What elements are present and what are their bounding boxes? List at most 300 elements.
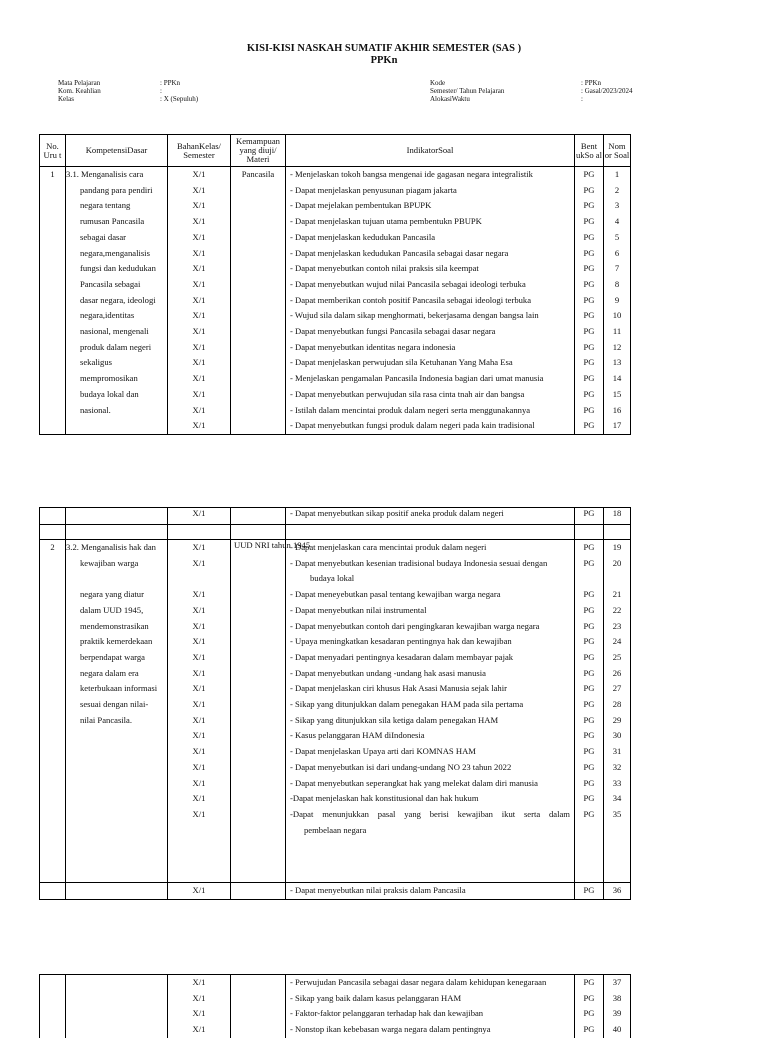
materi-cell xyxy=(231,308,286,324)
indikator-cell: - Dapat menyebutkan nilai praksis dalam Pancasila xyxy=(286,883,575,900)
bentuk-soal-cell: PG xyxy=(575,277,604,293)
bentuk-soal-cell: PG xyxy=(575,883,604,900)
indikator-cell: - Dapat memberikan contoh positif Pancasila sebagai ideologi terbuka xyxy=(286,293,575,309)
kompetensi-dasar-cell: pandang para pendiri xyxy=(66,183,168,199)
header-bahan-kelas: BahanKelas/ Semester xyxy=(168,135,231,167)
no-cell xyxy=(40,308,66,324)
bentuk-soal-cell: PG xyxy=(575,214,604,230)
gap-cell xyxy=(286,525,575,540)
bentuk-soal-cell: PG xyxy=(575,807,604,838)
table-row xyxy=(40,198,631,214)
indikator-cell: - Dapat meneyebutkan pasal tentang kewajiban warga negara xyxy=(286,587,575,603)
no-cell xyxy=(40,246,66,262)
spacer-cell xyxy=(575,838,604,883)
meta-value: : xyxy=(581,95,583,103)
no-cell xyxy=(40,403,66,419)
bentuk-soal-cell: PG xyxy=(575,324,604,340)
spacer-cell xyxy=(286,838,575,883)
bentuk-soal-cell: PG xyxy=(575,540,604,556)
kompetensi-dasar-cell xyxy=(66,418,168,434)
materi-cell xyxy=(231,230,286,246)
bahan-kelas-cell: X/1 xyxy=(168,230,231,246)
bentuk-soal-cell: PG xyxy=(575,418,604,434)
header-nomor-soal: Nom or Soal xyxy=(604,135,631,167)
bahan-kelas-cell: X/1 xyxy=(168,293,231,309)
materi-cell xyxy=(231,556,286,587)
materi-cell xyxy=(231,807,286,838)
gap-cell xyxy=(168,525,231,540)
materi-cell xyxy=(231,355,286,371)
row-gap xyxy=(40,525,631,540)
bahan-kelas-cell: X/1 xyxy=(168,214,231,230)
indikator-line-cont: budaya lokal xyxy=(310,573,355,584)
no-cell xyxy=(40,293,66,309)
no-cell xyxy=(40,807,66,838)
bahan-kelas-cell: X/1 xyxy=(168,508,231,525)
bentuk-soal-cell: PG xyxy=(575,167,604,183)
bahan-kelas-cell: X/1 xyxy=(168,308,231,324)
table-row xyxy=(40,666,631,682)
materi-cell: UUD NRI tahun 1945 xyxy=(231,540,286,556)
nomor-soal-cell: 17 xyxy=(604,418,631,434)
no-cell xyxy=(40,650,66,666)
kompetensi-dasar-cell xyxy=(66,991,168,1007)
bentuk-soal-cell: PG xyxy=(575,387,604,403)
bahan-kelas-cell: X/1 xyxy=(168,807,231,838)
kompetensi-dasar-cell: fungsi dan kedudukan xyxy=(66,261,168,277)
nomor-soal-cell: 7 xyxy=(604,261,631,277)
meta-value: : PPKn xyxy=(581,79,602,87)
table-row xyxy=(40,355,631,371)
kompetensi-dasar-cell: Pancasila sebagai xyxy=(66,277,168,293)
nomor-soal-cell: 13 xyxy=(604,355,631,371)
materi-cell xyxy=(231,603,286,619)
table-row xyxy=(40,791,631,807)
bentuk-soal-cell: PG xyxy=(575,261,604,277)
nomor-soal-cell: 35 xyxy=(604,807,631,838)
no-cell xyxy=(40,619,66,635)
kisi-table-section-1 xyxy=(39,134,631,435)
table-row xyxy=(40,246,631,262)
no-cell xyxy=(40,1006,66,1022)
indikator-cell: - Kasus pelanggaran HAM diIndonesia xyxy=(286,728,575,744)
nomor-soal-cell: 40 xyxy=(604,1022,631,1038)
nomor-soal-cell: 39 xyxy=(604,1006,631,1022)
nomor-soal-cell: 37 xyxy=(604,975,631,991)
meta-right-values xyxy=(581,79,633,103)
kompetensi-dasar-cell: kewajiban warga xyxy=(66,556,168,587)
no-cell xyxy=(40,603,66,619)
bentuk-soal-cell: PG xyxy=(575,371,604,387)
header-kemampuan: Kemampuan yang diuji/ Materi xyxy=(231,135,286,167)
table-row xyxy=(40,728,631,744)
materi-cell xyxy=(231,619,286,635)
gap-cell xyxy=(66,525,168,540)
nomor-soal-cell: 27 xyxy=(604,681,631,697)
materi-cell xyxy=(231,634,286,650)
kompetensi-dasar-cell: keterbukaan informasi xyxy=(66,681,168,697)
materi-cell xyxy=(231,650,286,666)
document-subtitle: PPKn xyxy=(370,55,398,66)
kompetensi-dasar-cell: nasional, mengenali xyxy=(66,324,168,340)
bentuk-soal-cell: PG xyxy=(575,587,604,603)
bahan-kelas-cell: X/1 xyxy=(168,681,231,697)
materi-cell xyxy=(231,728,286,744)
bentuk-soal-cell: PG xyxy=(575,666,604,682)
no-cell xyxy=(40,418,66,434)
indikator-cell: - Dapat menyebutkan contoh nilai praksis sila keempat xyxy=(286,261,575,277)
nomor-soal-cell: 34 xyxy=(604,791,631,807)
materi-cell xyxy=(231,371,286,387)
table-row xyxy=(40,760,631,776)
bentuk-soal-cell: PG xyxy=(575,975,604,991)
no-cell xyxy=(40,728,66,744)
kompetensi-dasar-cell: dalam UUD 1945, xyxy=(66,603,168,619)
indikator-cell: - Dapat mejelakan pembentukan BPUPK xyxy=(286,198,575,214)
kompetensi-dasar-cell: budaya lokal dan xyxy=(66,387,168,403)
nomor-soal-cell: 26 xyxy=(604,666,631,682)
header-kompetensi-dasar: KompetensiDasar xyxy=(66,135,168,167)
nomor-soal-cell: 18 xyxy=(604,508,631,525)
bahan-kelas-cell: X/1 xyxy=(168,246,231,262)
indikator-cell: - Dapat menjelaskan Upaya arti dari KOMNAS HAM xyxy=(286,744,575,760)
table-row xyxy=(40,324,631,340)
indikator-cell: - Dapat menjelaskan ciri khusus Hak Asasi Manusia sejak lahir xyxy=(286,681,575,697)
materi-cell xyxy=(231,246,286,262)
materi-cell xyxy=(231,403,286,419)
materi-cell xyxy=(231,975,286,991)
indikator-cell xyxy=(286,556,575,587)
materi-cell xyxy=(231,883,286,900)
indikator-cell: - Dapat menjelaskan kedudukan Pancasila xyxy=(286,230,575,246)
indikator-cell: - Sikap yang baik dalam kasus pelanggaran HAM xyxy=(286,991,575,1007)
indikator-cell: - Menjelaskan pengamalan Pancasila Indonesia bagian dari umat manusia xyxy=(286,371,575,387)
bahan-kelas-cell: X/1 xyxy=(168,991,231,1007)
no-cell xyxy=(40,697,66,713)
indikator-cell xyxy=(286,807,575,838)
bahan-kelas-cell: X/1 xyxy=(168,371,231,387)
bentuk-soal-cell: PG xyxy=(575,728,604,744)
kompetensi-dasar-cell: negara dalam era xyxy=(66,666,168,682)
indikator-cell: - Dapat menjelaskan kedudukan Pancasila sebagai dasar negara xyxy=(286,246,575,262)
bentuk-soal-cell: PG xyxy=(575,634,604,650)
kisi-table-section-3 xyxy=(39,974,631,1038)
no-cell: 1 xyxy=(40,167,66,183)
kompetensi-dasar-cell xyxy=(66,728,168,744)
row-spacer xyxy=(40,838,631,883)
kompetensi-dasar-cell: sesuai dengan nilai- xyxy=(66,697,168,713)
bentuk-soal-cell: PG xyxy=(575,744,604,760)
no-cell xyxy=(40,744,66,760)
materi-cell xyxy=(231,198,286,214)
nomor-soal-cell: 1 xyxy=(604,167,631,183)
meta-value: : PPKn xyxy=(160,79,181,87)
bahan-kelas-cell: X/1 xyxy=(168,261,231,277)
kompetensi-dasar-cell: berpendapat warga xyxy=(66,650,168,666)
bentuk-soal-cell: PG xyxy=(575,246,604,262)
indikator-cell: - Wujud sila dalam sikap menghormati, bekerjasama dengan bangsa lain xyxy=(286,308,575,324)
kompetensi-dasar-cell xyxy=(66,744,168,760)
table-row xyxy=(40,214,631,230)
nomor-soal-cell: 10 xyxy=(604,308,631,324)
nomor-soal-cell: 21 xyxy=(604,587,631,603)
indikator-cell: - Dapat menyebutkan fungsi Pancasila sebagai dasar negara xyxy=(286,324,575,340)
bahan-kelas-cell: X/1 xyxy=(168,556,231,587)
table-row xyxy=(40,1022,631,1038)
table-row xyxy=(40,371,631,387)
materi-cell xyxy=(231,293,286,309)
kompetensi-dasar-cell xyxy=(66,508,168,525)
indikator-cell: - Dapat menjelaskan cara mencintai produk dalam negeri xyxy=(286,540,575,556)
table-row xyxy=(40,619,631,635)
table-row xyxy=(40,556,631,587)
no-cell xyxy=(40,975,66,991)
bahan-kelas-cell: X/1 xyxy=(168,387,231,403)
table-row xyxy=(40,697,631,713)
nomor-soal-cell: 38 xyxy=(604,991,631,1007)
kompetensi-dasar-cell: negara yang diatur xyxy=(66,587,168,603)
bahan-kelas-cell: X/1 xyxy=(168,975,231,991)
indikator-cell: - Dapat menyebutkan identitas negara indonesia xyxy=(286,340,575,356)
kompetensi-dasar-cell: produk dalam negeri xyxy=(66,340,168,356)
kompetensi-dasar-cell: 3.2. Menganalisis hak dan xyxy=(66,540,168,556)
spacer-cell xyxy=(168,838,231,883)
materi-cell xyxy=(231,713,286,729)
no-cell xyxy=(40,355,66,371)
nomor-soal-cell: 20 xyxy=(604,556,631,587)
bentuk-soal-cell: PG xyxy=(575,697,604,713)
no-cell xyxy=(40,324,66,340)
bentuk-soal-cell: PG xyxy=(575,619,604,635)
kompetensi-dasar-cell: sebagai dasar xyxy=(66,230,168,246)
bentuk-soal-cell: PG xyxy=(575,340,604,356)
indikator-cell: - Sikap yang ditunjukkan dalam penegakan HAM pada sila pertama xyxy=(286,697,575,713)
bahan-kelas-cell: X/1 xyxy=(168,167,231,183)
table-row xyxy=(40,776,631,792)
bahan-kelas-cell: X/1 xyxy=(168,1022,231,1038)
bahan-kelas-cell: X/1 xyxy=(168,540,231,556)
bentuk-soal-cell: PG xyxy=(575,681,604,697)
table-row xyxy=(40,975,631,991)
meta-label: Kode xyxy=(430,79,446,87)
materi-cell xyxy=(231,587,286,603)
nomor-soal-cell: 12 xyxy=(604,340,631,356)
no-cell xyxy=(40,883,66,900)
indikator-cell: - Dapat menyadari pentingnya kesadaran dalam membayar pajak xyxy=(286,650,575,666)
meta-value: : xyxy=(160,87,162,95)
table-row xyxy=(40,387,631,403)
nomor-soal-cell: 9 xyxy=(604,293,631,309)
bentuk-soal-cell: PG xyxy=(575,355,604,371)
nomor-soal-cell: 14 xyxy=(604,371,631,387)
indikator-cell: - Upaya meningkatkan kesadaran pentingnya hak dan kewajiban xyxy=(286,634,575,650)
header-bentuk-soal: Bent ukSo al xyxy=(575,135,604,167)
table-row xyxy=(40,807,631,838)
no-cell xyxy=(40,713,66,729)
indikator-cell: - Faktor-faktor pelanggaran terhadap hak dan kewajiban xyxy=(286,1006,575,1022)
indikator-cell: - Dapat menyebutkan isi dari undang-undang NO 23 tahun 2022 xyxy=(286,760,575,776)
nomor-soal-cell: 19 xyxy=(604,540,631,556)
kompetensi-dasar-cell xyxy=(66,883,168,900)
nomor-soal-cell: 31 xyxy=(604,744,631,760)
no-cell xyxy=(40,634,66,650)
nomor-soal-cell: 23 xyxy=(604,619,631,635)
meta-label: AlokasiWaktu xyxy=(430,95,470,103)
indikator-cell: - Dapat menyebutkan contoh dari pengingkaran kewajiban warga negara xyxy=(286,619,575,635)
table-row xyxy=(40,340,631,356)
materi-cell xyxy=(231,1006,286,1022)
table-row xyxy=(40,744,631,760)
indikator-cell: - Dapat menjelaskan penyusunan piagam jakarta xyxy=(286,183,575,199)
no-cell xyxy=(40,681,66,697)
indikator-cell: -Dapat menjelaskan hak konstitusional dan hak hukum xyxy=(286,791,575,807)
meta-label: Kom. Keahlian xyxy=(58,87,101,95)
bentuk-soal-cell: PG xyxy=(575,713,604,729)
meta-left-labels xyxy=(58,79,101,103)
kompetensi-dasar-cell: 3.1. Menganalisis cara xyxy=(66,167,168,183)
bahan-kelas-cell: X/1 xyxy=(168,418,231,434)
nomor-soal-cell: 33 xyxy=(604,776,631,792)
no-cell xyxy=(40,991,66,1007)
bentuk-soal-cell: PG xyxy=(575,650,604,666)
no-cell xyxy=(40,261,66,277)
table-row xyxy=(40,183,631,199)
kompetensi-dasar-cell xyxy=(66,776,168,792)
bentuk-soal-cell: PG xyxy=(575,293,604,309)
bahan-kelas-cell: X/1 xyxy=(168,603,231,619)
no-cell xyxy=(40,198,66,214)
indikator-cell: - Dapat menyebutkan perwujudan sila rasa cinta tnah air dan bangsa xyxy=(286,387,575,403)
materi-cell xyxy=(231,666,286,682)
materi-cell xyxy=(231,760,286,776)
bentuk-soal-cell: PG xyxy=(575,1022,604,1038)
indikator-cell: - Dapat menyebutkan undang -undang hak asasi manusia xyxy=(286,666,575,682)
spacer-cell xyxy=(40,838,66,883)
bentuk-soal-cell: PG xyxy=(575,198,604,214)
kompetensi-dasar-cell: nilai Pancasila. xyxy=(66,713,168,729)
nomor-soal-cell: 11 xyxy=(604,324,631,340)
no-cell xyxy=(40,556,66,587)
bahan-kelas-cell: X/1 xyxy=(168,587,231,603)
kompetensi-dasar-cell xyxy=(66,1006,168,1022)
nomor-soal-cell: 25 xyxy=(604,650,631,666)
no-cell xyxy=(40,387,66,403)
no-cell xyxy=(40,183,66,199)
spacer-cell xyxy=(231,838,286,883)
bahan-kelas-cell: X/1 xyxy=(168,791,231,807)
materi-cell xyxy=(231,183,286,199)
materi-cell xyxy=(231,991,286,1007)
no-cell xyxy=(40,230,66,246)
document-title: KISI-KISI NASKAH SUMATIF AKHIR SEMESTER (SAS ) xyxy=(246,43,522,54)
kompetensi-dasar-cell xyxy=(66,760,168,776)
materi-cell xyxy=(231,697,286,713)
table-row xyxy=(40,277,631,293)
bahan-kelas-cell: X/1 xyxy=(168,728,231,744)
indikator-cell: - Sikap yang ditunjukkan sila ketiga dalam penegakan HAM xyxy=(286,713,575,729)
materi-cell: Pancasila xyxy=(231,167,286,183)
nomor-soal-cell: 6 xyxy=(604,246,631,262)
materi-cell xyxy=(231,340,286,356)
materi-cell xyxy=(231,214,286,230)
table-row xyxy=(40,603,631,619)
no-cell: 2 xyxy=(40,540,66,556)
nomor-soal-cell: 15 xyxy=(604,387,631,403)
bahan-kelas-cell: X/1 xyxy=(168,776,231,792)
bentuk-soal-cell: PG xyxy=(575,791,604,807)
nomor-soal-cell: 8 xyxy=(604,277,631,293)
kompetensi-dasar-cell: nasional. xyxy=(66,403,168,419)
kompetensi-dasar-cell: negara,identitas xyxy=(66,308,168,324)
kompetensi-dasar-cell xyxy=(66,791,168,807)
spacer-cell xyxy=(66,838,168,883)
gap-cell xyxy=(40,525,66,540)
table-row xyxy=(40,991,631,1007)
gap-cell xyxy=(575,525,604,540)
kompetensi-dasar-cell xyxy=(66,1022,168,1038)
table-row xyxy=(40,587,631,603)
bentuk-soal-cell: PG xyxy=(575,508,604,525)
kisi-table-section-2 xyxy=(39,507,631,900)
materi-cell xyxy=(231,791,286,807)
nomor-soal-cell: 24 xyxy=(604,634,631,650)
materi-cell xyxy=(231,387,286,403)
materi-cell xyxy=(231,508,286,525)
materi-cell xyxy=(231,261,286,277)
table-row xyxy=(40,540,631,556)
no-cell xyxy=(40,1022,66,1038)
kompetensi-dasar-cell xyxy=(66,807,168,838)
meta-value: : Gasal/2023/2024 xyxy=(581,87,633,95)
meta-right-labels xyxy=(430,79,504,103)
table-row xyxy=(40,508,631,525)
header-no: No. Uru t xyxy=(40,135,66,167)
table-row xyxy=(40,308,631,324)
bahan-kelas-cell: X/1 xyxy=(168,324,231,340)
indikator-cell: - Dapat menjelaskan perwujudan sila Ketuhanan Yang Maha Esa xyxy=(286,355,575,371)
bahan-kelas-cell: X/1 xyxy=(168,760,231,776)
nomor-soal-cell: 2 xyxy=(604,183,631,199)
indikator-line-cont: pembelaan negara xyxy=(304,824,367,835)
table-row xyxy=(40,713,631,729)
kompetensi-dasar-cell: praktik kemerdekaan xyxy=(66,634,168,650)
bahan-kelas-cell: X/1 xyxy=(168,340,231,356)
bentuk-soal-cell: PG xyxy=(575,776,604,792)
bentuk-soal-cell: PG xyxy=(575,556,604,587)
kompetensi-dasar-cell: negara,menganalisis xyxy=(66,246,168,262)
bentuk-soal-cell: PG xyxy=(575,183,604,199)
bahan-kelas-cell: X/1 xyxy=(168,183,231,199)
bahan-kelas-cell: X/1 xyxy=(168,403,231,419)
nomor-soal-cell: 22 xyxy=(604,603,631,619)
indikator-cell: - Dapat menyebutkan sikap positif aneka produk dalam negeri xyxy=(286,508,575,525)
indikator-cell: - Dapat menjelaskan tujuan utama pembentukn PBUPK xyxy=(286,214,575,230)
bahan-kelas-cell: X/1 xyxy=(168,697,231,713)
no-cell xyxy=(40,508,66,525)
bentuk-soal-cell: PG xyxy=(575,308,604,324)
indikator-cell: - Istilah dalam mencintai produk dalam negeri serta menggunakannya xyxy=(286,403,575,419)
no-cell xyxy=(40,776,66,792)
indikator-cell: - Menjelaskan tokoh bangsa mengenai ide gagasan negara integralistik xyxy=(286,167,575,183)
nomor-soal-cell: 32 xyxy=(604,760,631,776)
table-row xyxy=(40,261,631,277)
bentuk-soal-cell: PG xyxy=(575,603,604,619)
materi-cell xyxy=(231,418,286,434)
bahan-kelas-cell: X/1 xyxy=(168,713,231,729)
bentuk-soal-cell: PG xyxy=(575,403,604,419)
bahan-kelas-cell: X/1 xyxy=(168,1006,231,1022)
meta-label: Kelas xyxy=(58,95,74,103)
